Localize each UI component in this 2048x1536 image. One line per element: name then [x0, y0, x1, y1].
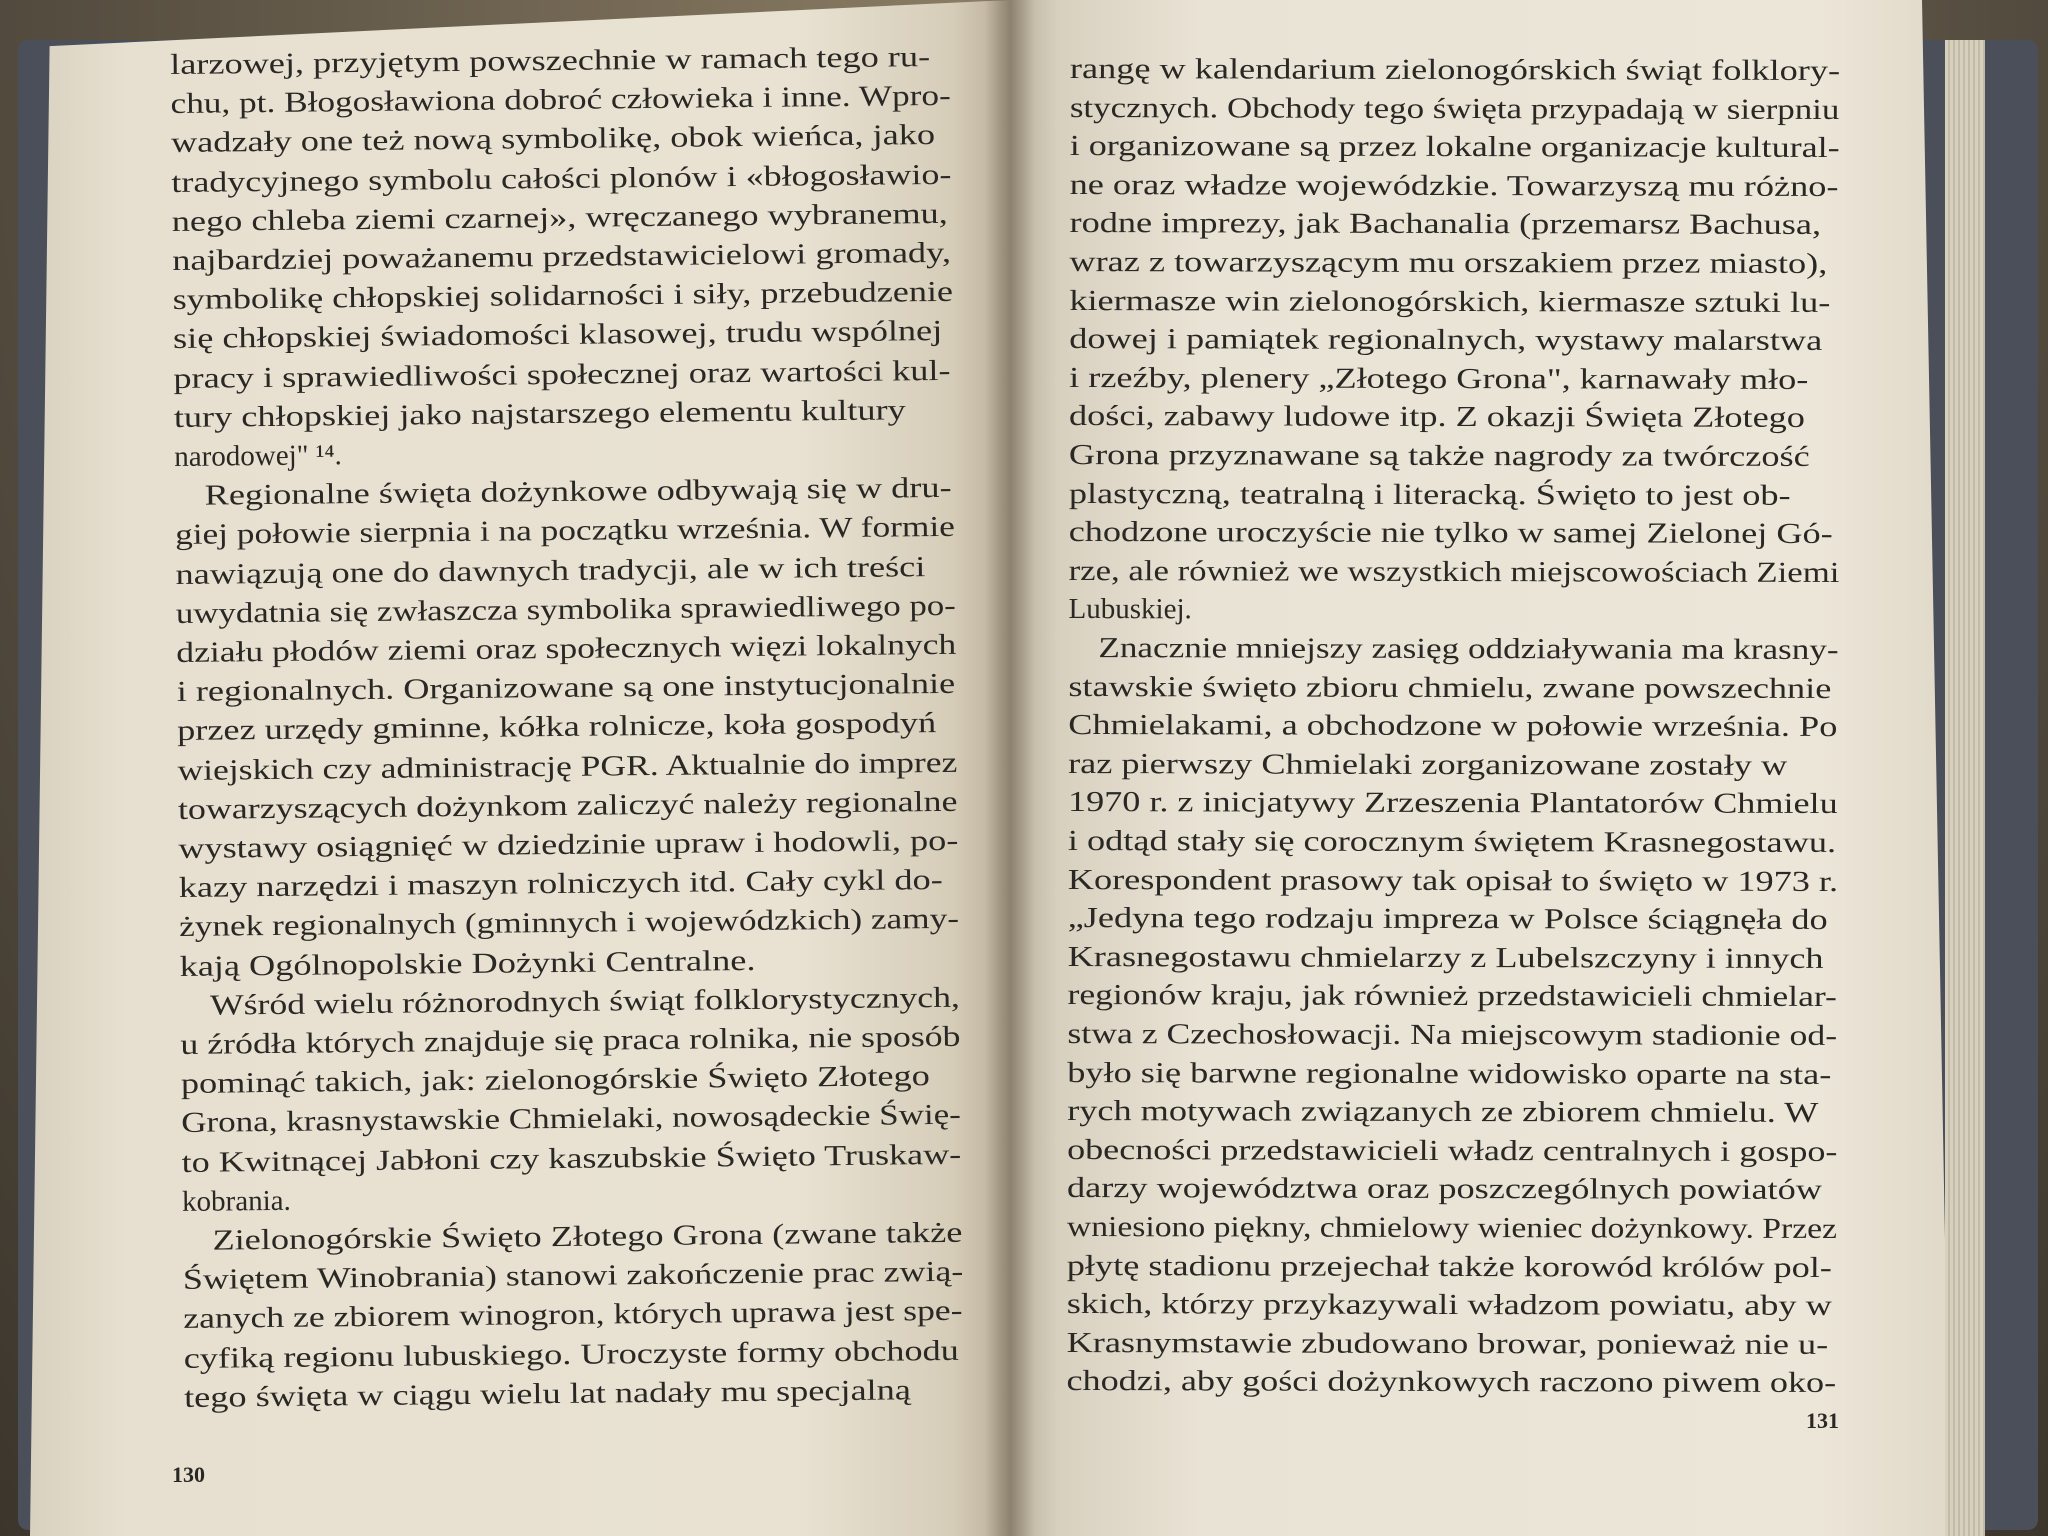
text-line: regionów kraju, jak również przedstawicieli chmielar-	[1067, 979, 1837, 1014]
text-line: rodne imprezy, jak Bachanalia (przemarsz Bachusa,	[1069, 207, 1822, 242]
page-edges	[1945, 40, 1985, 1536]
text-line: Świętem Winobrania) stanowi zakończenie prac zwią-	[182, 1255, 964, 1297]
text-line: narodowej" ¹⁴.	[174, 439, 342, 473]
text-line: pominąć takich, jak: zielonogórskie Święto Złotego	[180, 1060, 930, 1101]
text-line: było się barwne regionalne widowisko oparte na sta-	[1067, 1056, 1832, 1091]
text-line: dowej i pamiątek regionalnych, wystawy malarstwa	[1069, 323, 1823, 358]
text-line: Znacznie mniejszy zasięg oddziaływania ma krasny-	[1098, 632, 1839, 667]
text-line: raz pierwszy Chmielaki zorganizowane zostały w	[1068, 747, 1788, 782]
text-line: plastyczną, teatralną i literacką. Święto to jest ob-	[1068, 477, 1791, 512]
text-line: wniesiono piękny, chmielowy wieniec dożynkowy. Przez	[1066, 1210, 1838, 1246]
text-line: kiermasze win zielonogórskich, kiermasze sztuki lu-	[1069, 284, 1831, 319]
text-line: towarzyszących dożynkom zaliczyć należy regionalne	[177, 785, 958, 826]
text-line: uwydatnia się zwłaszcza symbolika sprawiedliwego po-	[175, 589, 956, 630]
text-line: kazy narzędzi i maszyn rolniczych itd. Cały cykl do-	[178, 864, 943, 905]
text-line: stycznych. Obchody tego święta przypadają w sierpniu	[1069, 91, 1840, 126]
text-line: Krasnymstawie zbudowano browar, ponieważ nie u-	[1066, 1326, 1829, 1361]
text-line: tury chłopskiej jako najstarszego elementu kultury	[173, 394, 906, 434]
text-line: to Kwitnącej Jabłoni czy kaszubskie Święto Truskaw-	[181, 1138, 962, 1179]
text-line: wystawy osiągnięć w dziedzinie upraw i hodowli, po-	[178, 824, 959, 865]
text-line: tradycyjnego symbolu całości plonów i «błogosławio-	[171, 158, 952, 199]
text-line: i rzeźby, plenery „Złotego Grona", karnawały mło-	[1069, 361, 1809, 396]
text-line: kają Ogólnopolskie Dożynki Centralne.	[179, 944, 756, 983]
text-line: stwa z Czechosłowacji. Na miejscowym stadionie od-	[1067, 1017, 1838, 1053]
text-line: 1970 r. z inicjatywy Zrzeszenia Plantatorów Chmielu	[1067, 786, 1838, 821]
text-line: wadzały one też nową symbolikę, obok wieńca, jako	[170, 119, 936, 160]
text-line: kobrania.	[181, 1184, 291, 1218]
text-line: chodzone uroczyście nie tylko w samej Zielonej Gó-	[1068, 516, 1833, 551]
text-line: „Jedyna tego rodzaju impreza w Polsce ściągnęła do	[1067, 902, 1828, 937]
text-line: najbardziej poważanemu przedstawicielowi gromady,	[172, 236, 952, 277]
text-line: dości, zabawy ludowe itp. Z okazji Święta Złotego	[1069, 400, 1805, 435]
text-line: Regionalne święta dożynkowe odbywają się w dru-	[204, 472, 952, 512]
text-line: rych motywach związanych ze zbiorem chmielu. W	[1067, 1095, 1819, 1130]
text-line: chodzi, aby gości dożynkowych raczono piwem oko-	[1066, 1365, 1837, 1400]
text-line: żynek regionalnych (gminnych i wojewódzkich) zamy-	[179, 903, 960, 944]
text-line: Chmielakami, a obchodzone w połowie września. Po	[1068, 709, 1838, 744]
page-number-left: 130	[172, 1462, 205, 1487]
text-line: i organizowane są przez lokalne organizacje kultural-	[1069, 130, 1840, 165]
text-line: ne oraz władze wojewódzkie. Towarzyszą mu różno-	[1069, 168, 1839, 203]
text-line: darzy województwa oraz poszczególnych powiatów	[1066, 1172, 1822, 1207]
text-line: Grona, krasnystawskie Chmielaki, nowosądeckie Świę-	[181, 1099, 961, 1140]
text-line: Wśród wielu różnorodnych świąt folklorystycznych,	[209, 981, 961, 1022]
text-line: płytę stadionu przejechał także korowód królów pol-	[1066, 1249, 1832, 1284]
text-line: obecności przedstawicieli władz centralnych i gospo-	[1067, 1133, 1838, 1168]
text-line: nego chleba ziemi czarnej», wręczanego wybranemu,	[171, 197, 948, 238]
text-line: Grona przyznawane są także nagrody za twórczość	[1068, 438, 1810, 473]
text-line: skich, którzy przykazywali władzom powiatu, aby w	[1066, 1288, 1832, 1323]
text-line: rangę w kalendarium zielonogórskich świąt folklory-	[1069, 52, 1841, 88]
text-line: chu, pt. Błogosławiona dobroć człowieka i inne. Wpro-	[170, 80, 951, 121]
text-line: symbolikę chłopskiej solidarności i siły, przebudzenie	[172, 276, 954, 317]
text-line: cyfiką regionu lubuskiego. Uroczyste formy obchodu	[183, 1334, 960, 1375]
text-line: giej połowie sierpnia i na początku września. W formie	[174, 511, 956, 552]
page-number-right: 131	[1806, 1408, 1839, 1433]
text-line: tego święta w ciągu wielu lat nadały mu specjalną	[183, 1374, 912, 1414]
book-gutter	[985, 0, 1035, 1536]
text-line: i regionalnych. Organizowane są one instytucjonalnie	[176, 668, 956, 709]
text-line: Zielonogórskie Święto Złotego Grona (zwane także	[212, 1216, 963, 1257]
text-line: larzowej, przyjętym powszechnie w ramach tego ru-	[170, 41, 931, 81]
text-line: nawiązują one do dawnych tradycji, ale w ich treści	[175, 550, 926, 591]
text-line: i odtąd stały się corocznym świętem Krasnegostawu.	[1067, 824, 1837, 860]
text-line: u źródła których znajduje się praca rolnika, nie sposób	[180, 1020, 961, 1061]
text-line: Korespondent prasowy tak opisał to święto w 1973 r.	[1067, 863, 1839, 898]
text-line: zanych ze zbiorem winogron, których uprawa jest spe-	[183, 1295, 963, 1336]
text-line: wiejskich czy administrację PGR. Aktualnie do imprez	[177, 746, 958, 787]
text-line: rze, ale również we wszystkich miejscowościach Ziemi	[1068, 554, 1840, 589]
text-line: się chłopskiej świadomości klasowej, trudu wspólnej	[172, 315, 943, 356]
text-line: stawskie święto zbioru chmielu, zwane powszechnie	[1068, 670, 1832, 705]
text-line: Lubuskiej.	[1068, 593, 1192, 626]
text-line: przez urzędy gminne, kółka rolnicze, koła gospodyń	[176, 707, 937, 748]
text-line: Krasnegostawu chmielarzy z Lubelszczyny i innych	[1067, 940, 1824, 975]
text-line: pracy i sprawiedliwości społecznej oraz wartości kul-	[173, 354, 951, 395]
text-line: wraz z towarzyszącym mu orszakiem przez miasto),	[1069, 245, 1828, 280]
text-line: działu płodów ziemi oraz społecznych więzi lokalnych	[176, 628, 957, 669]
